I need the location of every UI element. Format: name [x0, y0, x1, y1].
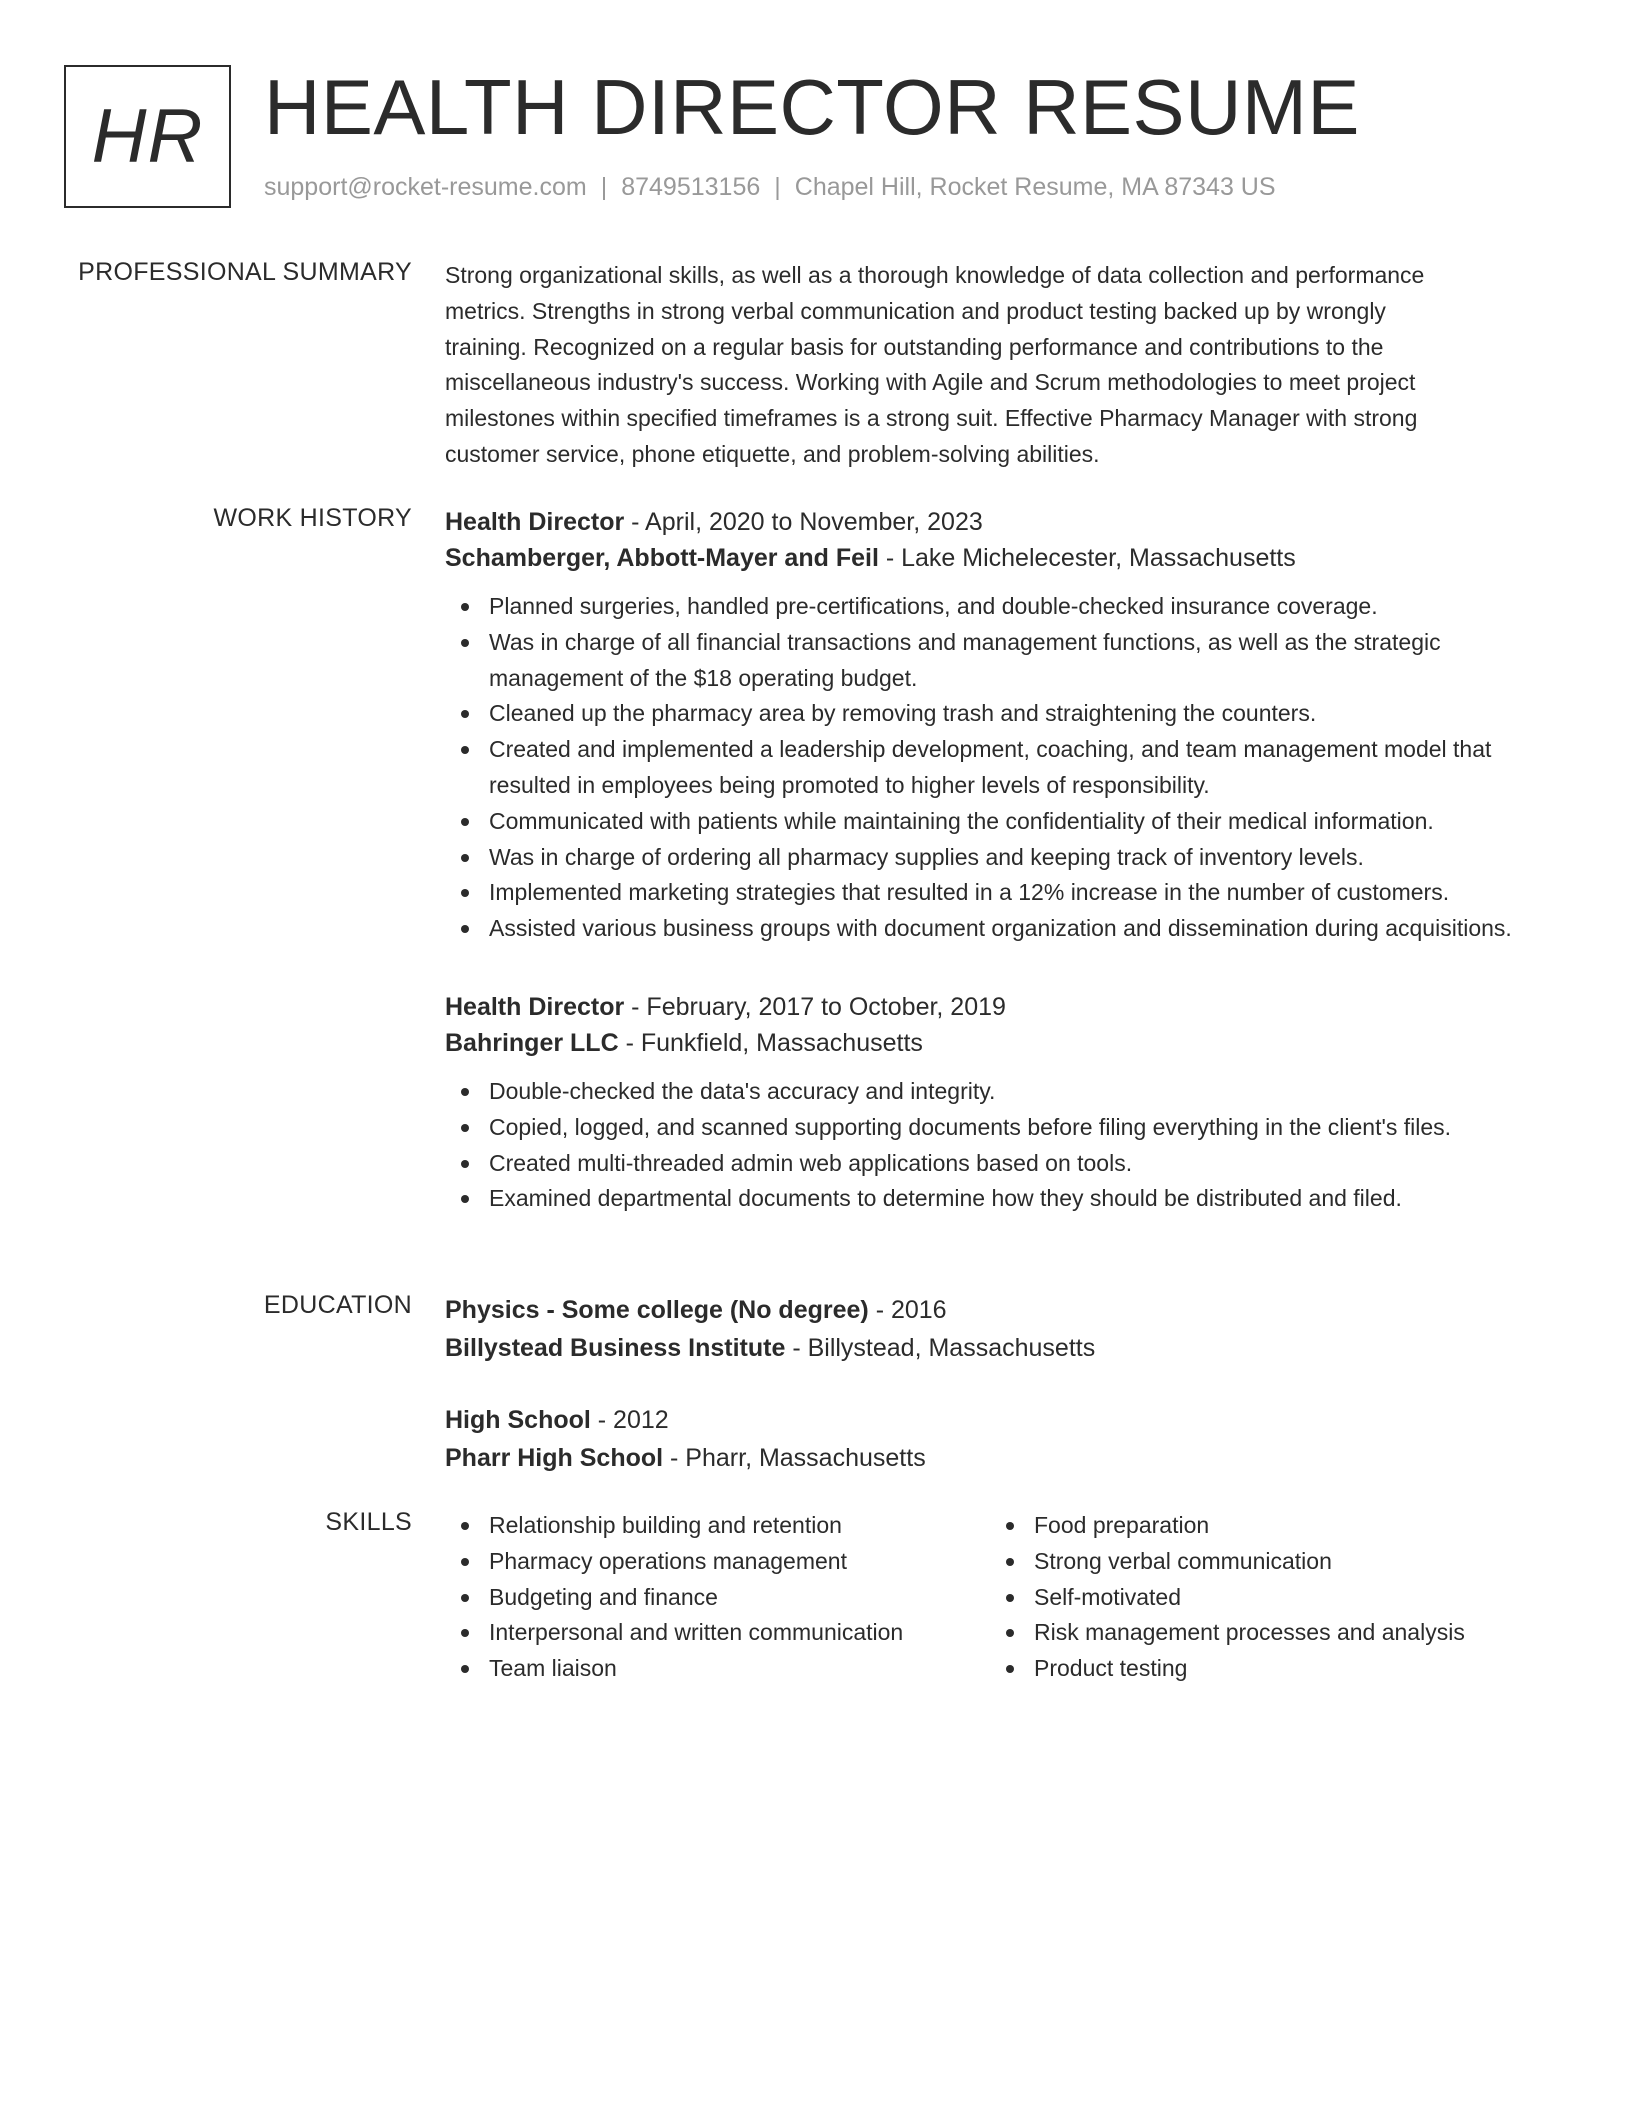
skills-columns [445, 1508, 1535, 1687]
skill-item: Product testing [990, 1651, 1535, 1687]
contact-line [264, 173, 1276, 202]
education-degree: Physics - Some college (No degree) [445, 1296, 869, 1324]
summary-line: Strong organizational skills, as well as a thorough knowledge of data collection and performance [445, 262, 1425, 288]
list-item: Cleaned up the pharmacy area by removing trash and straightening the counters. [445, 696, 1535, 732]
contact-email[interactable]: support@rocket-resume.com [264, 173, 587, 201]
education-body [445, 1291, 1535, 1477]
list-item: Communicated with patients while maintaining the confidentiality of their medical information. [445, 804, 1535, 840]
summary-line: metrics. Strengths in strong verbal communication and product testing backed up by wrongly [445, 297, 1386, 324]
section-heading: PROFESSIONAL SUMMARY [78, 258, 412, 286]
job-company-line [445, 1025, 1535, 1061]
skill-item: Budgeting and finance [445, 1580, 990, 1616]
skill-item: Relationship building and retention [445, 1508, 990, 1544]
contact-separator: | [774, 173, 781, 201]
job-duties-list [445, 1074, 1535, 1217]
section-heading: EDUCATION [263, 1291, 412, 1319]
skill-item: Pharmacy operations management [445, 1544, 990, 1580]
job-dates: - February, 2017 to October, 2019 [624, 992, 1006, 1021]
list-item: Was in charge of all financial transactions and management functions, as well as the strategic management of the $18 operating budget. [445, 625, 1535, 697]
job-dates: - April, 2020 to November, 2023 [624, 508, 983, 536]
summary-line: miscellaneous industry's success. Working with Agile and Scrum methodologies to meet project [445, 369, 1416, 396]
list-item: Assisted various business groups with document organization and dissemination during acquisitions. [445, 911, 1535, 947]
education-entry [445, 1401, 1535, 1477]
resume-title: HEALTH DIRECTOR RESUME [264, 63, 1360, 151]
job-company-line [445, 540, 1535, 576]
job-location: - Funkfield, Massachusetts [618, 1028, 923, 1057]
skills-body [445, 1508, 1535, 1687]
resume-header [64, 65, 1564, 211]
skills-list-left [445, 1508, 990, 1687]
skills-list-right [990, 1508, 1535, 1687]
education-school-line [445, 1329, 1535, 1367]
section-heading: WORK HISTORY [213, 504, 412, 532]
contact-address: Chapel Hill, Rocket Resume, MA 87343 US [794, 173, 1276, 201]
job-duties-list [445, 589, 1535, 947]
education-location: - Billystead, Massachusetts [785, 1334, 1096, 1362]
list-item: Implemented marketing strategies that resulted in a 12% increase in the number of customers. [445, 875, 1535, 911]
summary-line: milestones within specified timeframes is a strong suit. Effective Pharmacy Manager with strong [445, 405, 1418, 432]
job-title-line [445, 989, 1535, 1025]
job-company: Schamberger, Abbott-Mayer and Feil [445, 544, 879, 572]
skill-item: Food preparation [990, 1508, 1535, 1544]
education-school-line [445, 1439, 1535, 1477]
education-degree: High School [445, 1406, 591, 1434]
job-title-line [445, 504, 1535, 540]
skill-item: Strong verbal communication [990, 1544, 1535, 1580]
job-company: Bahringer LLC [445, 1028, 619, 1057]
list-item: Created and implemented a leadership development, coaching, and team management model that resulted in employees being promoted to higher levels of responsibility. [445, 732, 1535, 804]
list-item: Double-checked the data's accuracy and integrity. [445, 1074, 1535, 1110]
monogram-logo: HR [64, 65, 231, 208]
list-item: Was in charge of ordering all pharmacy supplies and keeping track of inventory levels. [445, 840, 1535, 876]
job-entry [445, 504, 1535, 947]
list-item: Created multi-threaded admin web applications based on tools. [445, 1146, 1535, 1182]
list-item: Planned surgeries, handled pre-certifications, and double-checked insurance coverage. [445, 589, 1535, 625]
contact-phone[interactable]: 8749513156 [621, 173, 761, 201]
education-year: - 2016 [868, 1296, 947, 1324]
summary-line: customer service, phone etiquette, and problem-solving abilities. [445, 440, 1100, 467]
education-school: Pharr High School [445, 1444, 664, 1472]
summary-line: training. Recognized on a regular basis for outstanding performance and contributions to the [445, 333, 1384, 360]
job-entry [445, 989, 1535, 1217]
list-item: Copied, logged, and scanned supporting documents before filing everything in the client's files. [445, 1110, 1535, 1146]
education-school: Billystead Business Institute [445, 1334, 786, 1362]
skill-item: Interpersonal and written communication [445, 1615, 990, 1651]
job-title: Health Director [445, 508, 625, 536]
education-degree-line [445, 1401, 1535, 1439]
job-location: - Lake Michelecester, Massachusetts [878, 544, 1296, 572]
skill-item: Risk management processes and analysis [990, 1615, 1535, 1651]
job-title: Health Director [445, 992, 625, 1021]
skill-item: Self-motivated [990, 1580, 1535, 1616]
education-entry [445, 1291, 1535, 1367]
work-history-body [445, 504, 1535, 1217]
skill-item: Team liaison [445, 1651, 990, 1687]
section-heading: SKILLS [325, 1508, 412, 1536]
contact-separator: | [600, 173, 608, 201]
summary-text [445, 258, 1535, 473]
education-year: - 2012 [590, 1406, 669, 1434]
education-degree-line [445, 1291, 1535, 1329]
list-item: Examined departmental documents to determine how they should be distributed and filed. [445, 1181, 1535, 1217]
education-location: - Pharr, Massachusetts [663, 1444, 926, 1472]
